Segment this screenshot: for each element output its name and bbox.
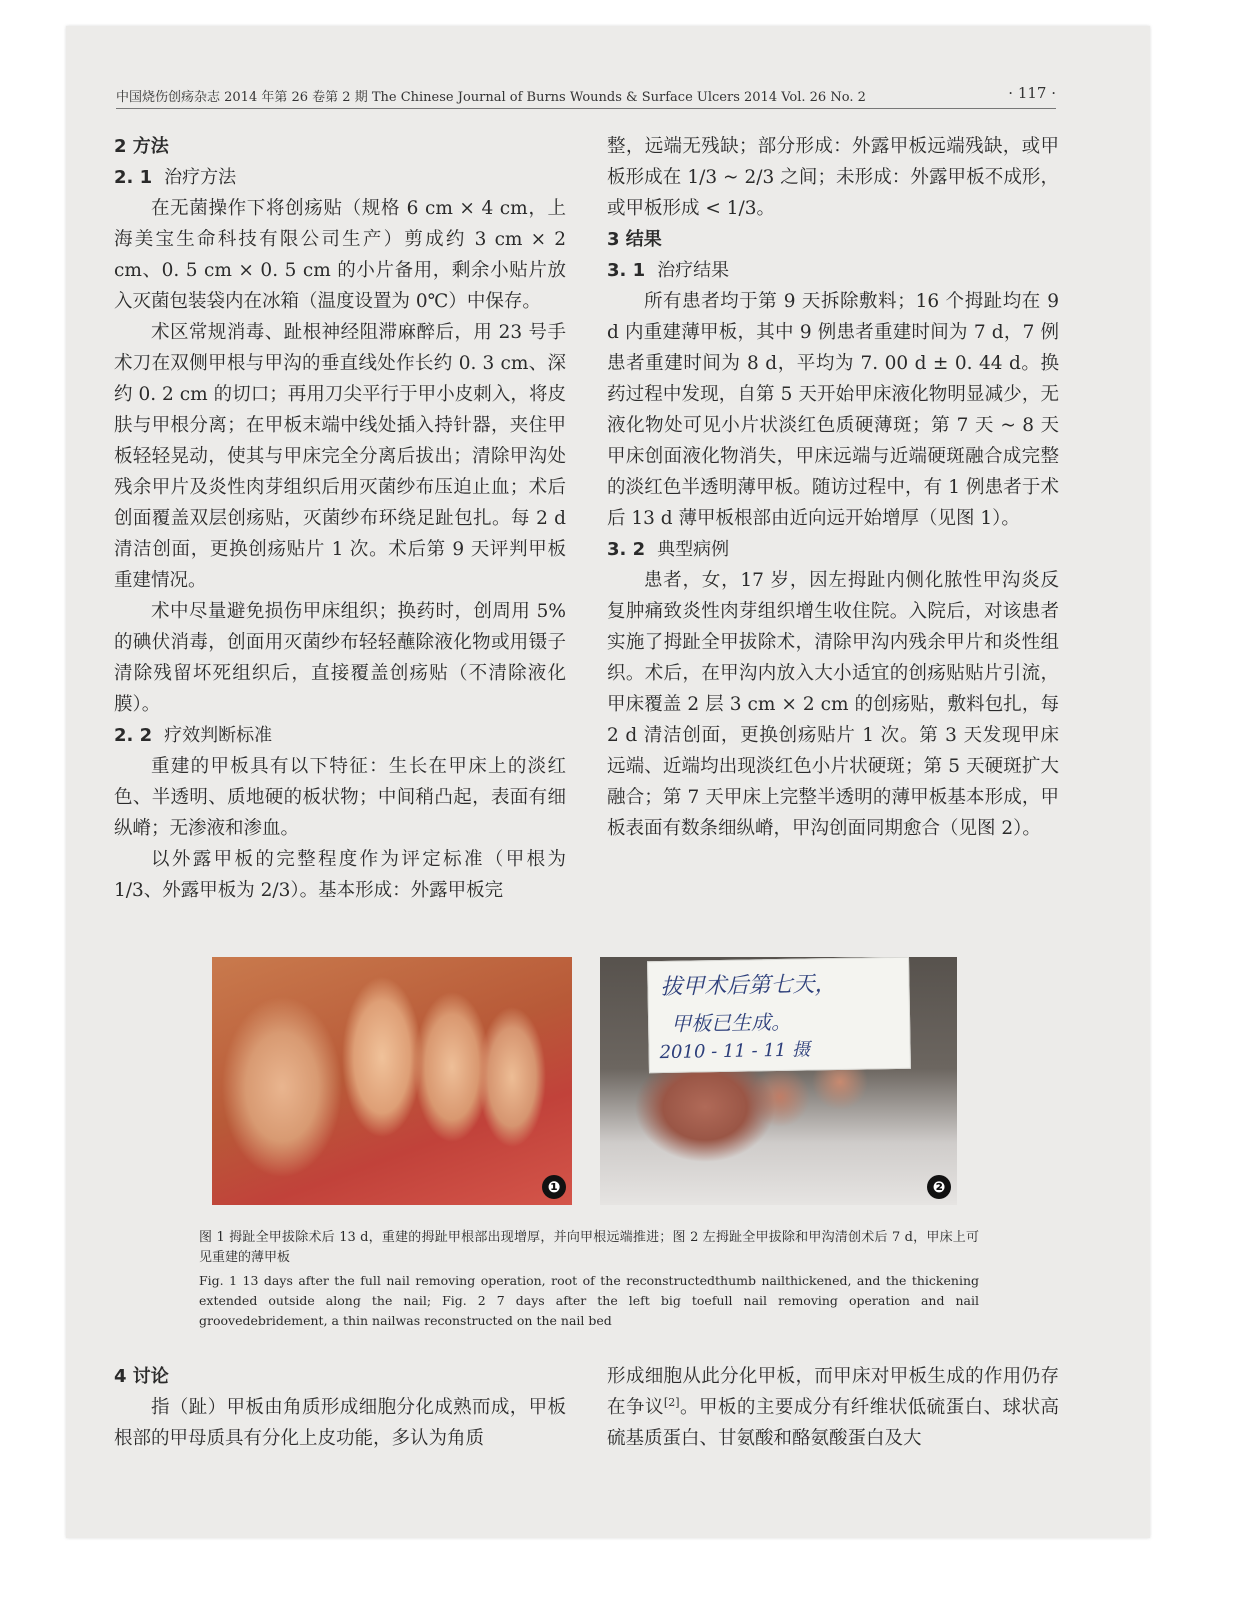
section-heading-methods: 2 方法 <box>114 136 169 157</box>
subsection-heading-criteria <box>114 720 566 751</box>
subsection-title: 治疗结果 <box>657 260 730 281</box>
subsection-heading-results <box>607 255 1059 286</box>
paragraph: 以外露甲板的完整程度作为评定标准（甲根为 1/3、外露甲板为 2/3）。基本形成：外露甲板完 <box>114 849 566 901</box>
citation-ref: [2] <box>663 1395 680 1409</box>
figure-1-badge: ❶ <box>542 1175 566 1199</box>
paragraph: 术中尽量避免损伤甲床组织；换药时，创周用 5% 的碘伏消毒，创面用灭菌纱布轻轻蘸除液化物或用镊子清除残留坏死组织后，直接覆盖创疡贴（不清除液化膜）。 <box>114 601 566 715</box>
paragraph: 所有患者均于第 9 天拆除敷料；16 个拇趾均在 9 d 内重建薄甲板，其中 9 例患者重建时间为 7 d，7 例患者重建时间为 8 d，平均为 7. 00 d ± 0. 44 d。换药过程中发现，自第 5 天开始甲床液化物明显减少，无液化物处可见小片状淡红色质硬薄斑；第 7 天 ~ 8 天甲床创面液化物消失，甲床远端与近端硬斑融合成完整的淡红色半透明薄甲板。随访过程中，有 1 例患者于术后 13 d 薄甲板根部由近向远开始增厚（见图 1）。 <box>607 291 1059 529</box>
figure-2-photo <box>600 957 957 1205</box>
figure-1-photo <box>212 957 572 1205</box>
paragraph: 在无菌操作下将创疡贴（规格 6 cm × 4 cm，上海美宝生命科技有限公司生产）剪成约 3 cm × 2 cm、0. 5 cm × 0. 5 cm 的小片备用，剩余小贴片放入灭菌包装袋内在冰箱（温度设置为 0℃）中保存。 <box>114 198 566 312</box>
text-run: 形成细胞从此分化甲板，而甲床对甲板生成的作用仍存在争议 <box>607 1366 1059 1418</box>
paragraph: 重建的甲板具有以下特征：生长在甲床上的淡红色、半透明、质地硬的板状物；中间稍凸起，表面有细纵嵴；无渗液和渗血。 <box>114 756 566 839</box>
subsection-number: 2. 2 <box>114 725 153 746</box>
caption-english: Fig. 1 13 days after the full nail removing operation, root of the reconstructedthumb nailthickened, and the thickening extended outside along the nail; Fig. 2 7 days after the left big toefull nail removing operation and nail groovedebridement, a thin nailwas reconstructed on the nail bed <box>199 1273 979 1328</box>
paragraph: 患者，女，17 岁，因左拇趾内侧化脓性甲沟炎反复肿痛致炎性肉芽组织增生收住院。入院后，对该患者实施了拇趾全甲拔除术，清除甲沟内残余甲片和炎性组织。术后，在甲沟内放入大小适宜的创疡贴贴片引流，甲床覆盖 2 层 3 cm × 2 cm 的创疡贴，敷料包扎，每 2 d 清洁创面，更换创疡贴片 1 次。第 3 天发现甲床远端、近端均出现淡红色小片状硬斑；第 5 天硬斑扩大融合；第 7 天甲床上完整半透明的薄甲板基本形成，甲板表面有数条细纵嵴，甲沟创面同期愈合（见图 2）。 <box>607 570 1059 839</box>
subsection-number: 2. 1 <box>114 167 153 188</box>
left-column-bottom <box>114 1361 566 1454</box>
section-heading-results: 3 结果 <box>607 229 662 250</box>
handwritten-note-card <box>647 957 911 1073</box>
subsection-title: 治疗方法 <box>164 167 237 188</box>
right-column <box>607 131 1059 844</box>
subsection-heading-case <box>607 534 1059 565</box>
subsection-title: 典型病例 <box>657 539 730 560</box>
paragraph <box>607 1361 1059 1454</box>
journal-title: 中国烧伤创疡杂志 2014 年第 26 卷第 2 期 The Chinese Journal of Burns Wounds & Surface Ulcers 2014 Vol. 26 No. 2 <box>116 90 866 105</box>
paragraph: 整，远端无残缺；部分形成：外露甲板远端残缺，或甲板形成在 1/3 ~ 2/3 之间；未形成：外露甲板不成形，或甲板形成 < 1/3。 <box>607 136 1059 219</box>
note-line: 2010 - 11 - 11 摄 <box>659 1039 811 1064</box>
header-rule <box>116 108 1056 109</box>
section-heading-discussion: 4 讨论 <box>114 1366 169 1387</box>
note-line: 甲板已生成。 <box>670 1009 792 1036</box>
figure-2-badge: ❷ <box>927 1175 951 1199</box>
subsection-heading-treatment <box>114 162 566 193</box>
subsection-title: 疗效判断标准 <box>164 725 273 746</box>
figure-caption <box>199 1228 979 1331</box>
page-number: · 117 · <box>1008 84 1056 102</box>
left-column <box>114 131 566 906</box>
subsection-number: 3. 1 <box>607 260 646 281</box>
subsection-number: 3. 2 <box>607 539 646 560</box>
text-run: 。甲板的主要成分有纤维状低硫蛋白、球状高硫基质蛋白、甘氨酸和酪氨酸蛋白及大 <box>607 1397 1059 1449</box>
paragraph: 指（趾）甲板由角质形成细胞分化成熟而成，甲板根部的甲母质具有分化上皮功能，多认为角质 <box>114 1397 566 1449</box>
paragraph: 术区常规消毒、趾根神经阻滞麻醉后，用 23 号手术刀在双侧甲根与甲沟的垂直线处作长约 0. 3 cm、深约 0. 2 cm 的切口；再用刀尖平行于甲小皮刺入，将皮肤与甲根分离；在甲板末端中线处插入持针器，夹住甲板轻轻晃动，使其与甲床完全分离后拔出；清除甲沟处残余甲片及炎性肉芽组织后用灭菌纱布压迫止血；术后创面覆盖双层创疡贴，灭菌纱布环绕足趾包扎。每 2 d 清洁创面，更换创疡贴片 1 次。术后第 9 天评判甲板重建情况。 <box>114 322 566 591</box>
right-column-bottom <box>607 1361 1059 1454</box>
caption-chinese: 图 1 拇趾全甲拔除术后 13 d，重建的拇趾甲根部出现增厚，并向甲根远端推进；图 2 左拇趾全甲拔除和甲沟清创术后 7 d，甲床上可见重建的薄甲板 <box>199 1230 979 1265</box>
running-head <box>116 84 1056 106</box>
note-line: 拔甲术后第七天， <box>660 971 837 1001</box>
